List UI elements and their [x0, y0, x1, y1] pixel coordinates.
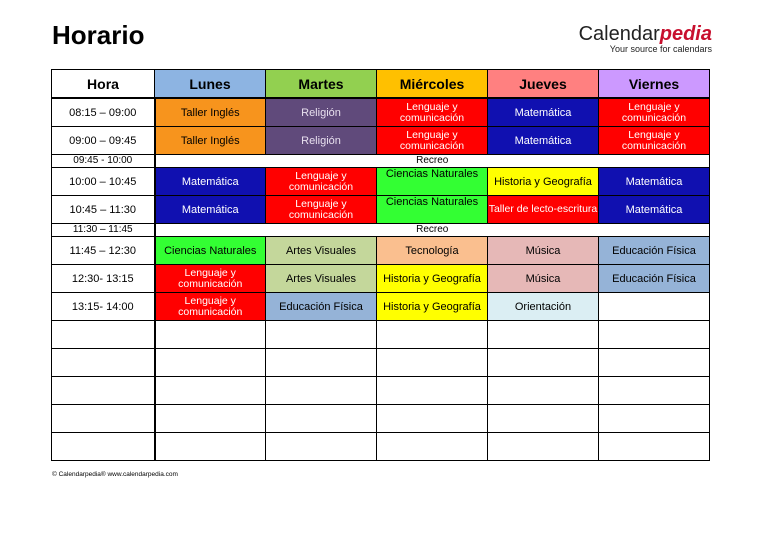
empty-cell: [488, 405, 599, 433]
empty-row: [52, 321, 710, 349]
logo-brand-suffix: pedia: [659, 23, 712, 45]
break-cell: Recreo: [155, 224, 710, 237]
break-cell: Recreo: [155, 155, 710, 168]
break-row: [52, 155, 710, 168]
class-cell: Lenguaje y comunicación: [599, 98, 710, 127]
class-cell: Religión: [266, 127, 377, 155]
empty-cell: [599, 433, 710, 461]
empty-cell: [599, 321, 710, 349]
calendarpedia-logo: [579, 24, 712, 54]
header-row: [52, 70, 710, 99]
empty-cell: [377, 405, 488, 433]
header-martes: Martes: [266, 70, 377, 99]
time-cell: 11:45 – 12:30: [52, 237, 155, 265]
class-cell: Religión: [266, 98, 377, 127]
class-cell: Taller Inglés: [155, 127, 266, 155]
class-cell: Lenguaje y comunicación: [377, 127, 488, 155]
empty-cell: [488, 433, 599, 461]
class-cell: Ciencias Naturales: [377, 168, 488, 196]
class-cell: Matemática: [155, 168, 266, 196]
time-cell: 13:15- 14:00: [52, 293, 155, 321]
class-cell: Matemática: [599, 196, 710, 224]
table-row: [52, 98, 710, 127]
class-cell: Educación Física: [599, 237, 710, 265]
table-row: [52, 293, 710, 321]
class-cell: Lenguaje y comunicación: [599, 127, 710, 155]
class-cell: Lenguaje y comunicación: [266, 168, 377, 196]
empty-row: [52, 433, 710, 461]
table-row: [52, 237, 710, 265]
class-cell: Historia y Geografía: [377, 293, 488, 321]
time-cell: 08:15 – 09:00: [52, 98, 155, 127]
class-cell: Historia y Geografía: [377, 265, 488, 293]
class-cell: Artes Visuales: [266, 265, 377, 293]
table-row: [52, 168, 710, 196]
page-title: Horario: [52, 20, 145, 50]
class-cell: Historia y Geografía: [488, 168, 599, 196]
class-cell: Música: [488, 237, 599, 265]
empty-cell: [377, 349, 488, 377]
empty-cell: [52, 405, 155, 433]
empty-cell: [155, 321, 266, 349]
class-cell: Ciencias Naturales: [155, 237, 266, 265]
class-cell: Tecnología: [377, 237, 488, 265]
break-row: [52, 224, 710, 237]
empty-cell: [52, 349, 155, 377]
empty-cell: [155, 377, 266, 405]
empty-cell: [599, 377, 710, 405]
table-row: [52, 196, 710, 224]
empty-cell: [377, 433, 488, 461]
empty-cell: [155, 433, 266, 461]
time-cell: 11:30 – 11:45: [52, 224, 155, 237]
empty-cell: [155, 349, 266, 377]
empty-cell: [266, 377, 377, 405]
table-row: [52, 265, 710, 293]
time-cell: 10:45 – 11:30: [52, 196, 155, 224]
class-cell: Lenguaje y comunicación: [377, 98, 488, 127]
class-cell: Lenguaje y comunicación: [266, 196, 377, 224]
class-cell: Lenguaje y comunicación: [155, 293, 266, 321]
empty-cell: [488, 349, 599, 377]
empty-row: [52, 405, 710, 433]
empty-cell: [599, 405, 710, 433]
empty-row: [52, 377, 710, 405]
table-row: [52, 127, 710, 155]
empty-cell: [52, 377, 155, 405]
time-cell: 12:30- 13:15: [52, 265, 155, 293]
empty-cell: [266, 405, 377, 433]
footer-copyright: © Calendarpedia® www.calendarpedia.com: [52, 471, 178, 478]
header-hora: Hora: [52, 70, 155, 99]
time-cell: 10:00 – 10:45: [52, 168, 155, 196]
time-cell: 09:45 - 10:00: [52, 155, 155, 168]
class-cell: Taller Inglés: [155, 98, 266, 127]
empty-row: [52, 349, 710, 377]
empty-cell: [377, 377, 488, 405]
empty-cell: [599, 349, 710, 377]
empty-cell: [488, 377, 599, 405]
class-cell: Orientación: [488, 293, 599, 321]
empty-cell: [266, 321, 377, 349]
time-cell: 09:00 – 09:45: [52, 127, 155, 155]
empty-cell: [377, 321, 488, 349]
empty-cell: [155, 405, 266, 433]
empty-cell: [266, 433, 377, 461]
class-cell: Matemática: [488, 127, 599, 155]
empty-cell: [266, 349, 377, 377]
logo-tagline: Your source for calendars: [609, 44, 712, 54]
header-lunes: Lunes: [155, 70, 266, 99]
class-cell: Ciencias Naturales: [377, 196, 488, 224]
class-cell: Educación Física: [266, 293, 377, 321]
logo-brand-prefix: Calendar: [578, 23, 660, 45]
class-cell: Artes Visuales: [266, 237, 377, 265]
header-jueves: Jueves: [488, 70, 599, 99]
class-cell: Taller de lecto-escritura: [488, 196, 599, 224]
header-miercoles: Miércoles: [377, 70, 488, 99]
schedule-table: [51, 69, 710, 461]
class-cell: Matemática: [488, 98, 599, 127]
class-cell: Matemática: [155, 196, 266, 224]
header-viernes: Viernes: [599, 70, 710, 99]
class-cell: Lenguaje y comunicación: [155, 265, 266, 293]
empty-cell: [488, 321, 599, 349]
empty-cell: [52, 321, 155, 349]
class-cell: Música: [488, 265, 599, 293]
class-cell: Educación Física: [599, 265, 710, 293]
class-cell: [599, 293, 710, 321]
empty-cell: [52, 433, 155, 461]
class-cell: Matemática: [599, 168, 710, 196]
